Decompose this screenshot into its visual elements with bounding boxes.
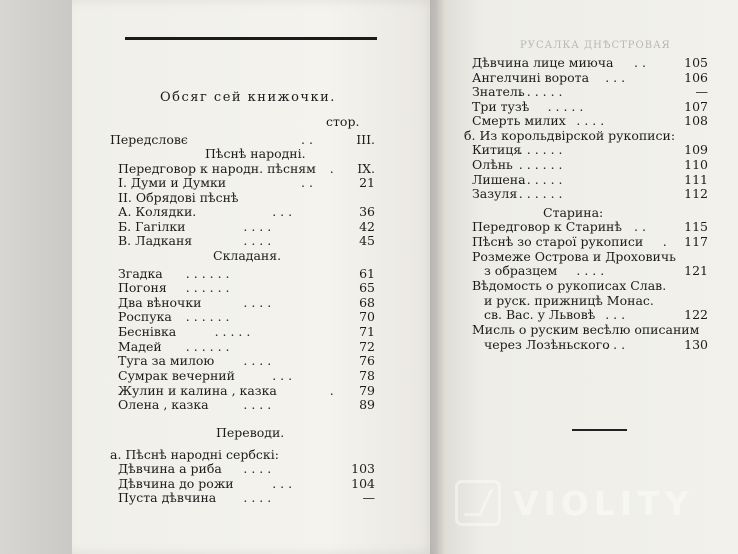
watermark-text: VIOLITY xyxy=(513,484,694,523)
toc-entry-title: б. Из корольдвірской рукописи: xyxy=(464,128,676,143)
page-number: 107 xyxy=(684,99,708,114)
toc-entry-title: Пѣснѣ зо старої рукописи xyxy=(472,234,644,249)
leader-dots: . . . . . xyxy=(547,99,584,114)
toc-entry-title: а. Пѣснѣ народні сербскі: xyxy=(110,447,279,462)
leader-dots: . . . . xyxy=(243,490,272,505)
toc-entry-title: Смерть милих xyxy=(472,113,566,128)
violity-logo-icon xyxy=(455,480,501,526)
toc-entry-title: Дѣвчина до рожи xyxy=(118,476,234,491)
end-rule xyxy=(572,429,627,431)
toc-entry-title: св. Вас. у Львовѣ xyxy=(484,307,596,322)
watermark xyxy=(455,478,725,533)
toc-entry-title: Мадей xyxy=(118,339,162,354)
toc-entry-title: Беснівка xyxy=(118,324,177,339)
leader-dots: . . . . . . xyxy=(185,339,230,354)
toc-entry-title: Передговор к народн. пѣсням xyxy=(118,161,316,176)
leader-dots: . . . . xyxy=(243,397,272,412)
leader-dots: . . . . . . xyxy=(518,84,563,99)
leader-dots: . . . . xyxy=(243,295,272,310)
page-number: 105 xyxy=(684,55,708,70)
page-number: — xyxy=(695,84,708,99)
toc-entry-title: Роспука xyxy=(118,309,172,324)
toc-entry-title: Туга за милою xyxy=(118,353,215,368)
leader-dots: . . . . . . xyxy=(518,172,563,187)
toc-entry-title: Три тузѣ xyxy=(472,99,530,114)
leader-dots: . . . xyxy=(272,476,293,491)
leader-dots: . . . . . . xyxy=(185,280,230,295)
leader-dots: . . . . . xyxy=(214,324,251,339)
leader-dots: . . . . . . xyxy=(185,309,230,324)
page-number: 130 xyxy=(684,337,708,352)
leader-dots: . . . xyxy=(272,368,293,383)
page-number: — xyxy=(362,490,375,505)
leader-dots: . . . . xyxy=(576,263,605,278)
page-number: 61 xyxy=(359,266,375,281)
page-number: 89 xyxy=(359,397,375,412)
page-number: 109 xyxy=(684,142,708,157)
toc-entry-title: Жулин и калина , казка xyxy=(118,383,277,398)
page-number: 111 xyxy=(684,172,708,187)
toc-entry-title: Лишена xyxy=(472,172,526,187)
page-number: 45 xyxy=(359,233,375,248)
page-number: 112 xyxy=(684,186,708,201)
toc-entry-title: и руск. прижницѣ Монас. xyxy=(484,293,654,308)
toc-entry-title: Пуста дѣвчина xyxy=(118,490,217,505)
page-number: 42 xyxy=(359,219,375,234)
leader-dots: . . xyxy=(301,175,313,190)
toc-entry-title: з образцем xyxy=(484,263,558,278)
leader-dots: . . . . xyxy=(243,353,272,368)
page-number: III. xyxy=(356,132,375,147)
leader-dots: . . . xyxy=(605,307,626,322)
toc-entry-title: Дѣвчина а риба xyxy=(118,461,222,476)
page-number: 68 xyxy=(359,295,375,310)
toc-entry-title: Ангелчині ворота xyxy=(472,70,590,85)
leader-dots: . . xyxy=(634,219,646,234)
book-gutter xyxy=(430,0,444,554)
page-number: 76 xyxy=(359,353,375,368)
page-number: 106 xyxy=(684,70,708,85)
toc-entry-title: Зазуля xyxy=(472,186,518,201)
toc-entry-title: Передсловє xyxy=(110,132,188,147)
page-number: 121 xyxy=(684,263,708,278)
leader-dots: . . . . xyxy=(243,219,272,234)
toc-entry-title: Вѣдомость о рукописах Слав. xyxy=(472,278,667,293)
toc-entry-title: Китиця xyxy=(472,142,522,157)
page-number: 71 xyxy=(359,324,375,339)
toc-entry-title: Дѣвчина лице миюча xyxy=(472,55,614,70)
toc-entry-title: Мисль о руским весѣлю описаним xyxy=(472,322,700,337)
page-number: 110 xyxy=(684,157,708,172)
section-heading: Старина: xyxy=(543,205,604,220)
leader-dots: . xyxy=(329,383,334,398)
toc-entry-title: Олена , казка xyxy=(118,397,209,412)
leader-dots: . . . xyxy=(272,204,293,219)
leader-dots: . . . . xyxy=(576,113,605,128)
toc-entry-title: через Лозѣньского xyxy=(484,337,610,352)
leader-dots: . . . . xyxy=(243,233,272,248)
page-number: 72 xyxy=(359,339,375,354)
page-number: IX. xyxy=(357,161,375,176)
page-number: 104 xyxy=(351,476,375,491)
toc-entry-title: Олѣнь xyxy=(472,157,513,172)
toc-entry-title: Б. Гагілки xyxy=(118,219,186,234)
toc-entry-title: В. Ладканя xyxy=(118,233,193,248)
toc-entry-title: Знатель xyxy=(472,84,525,99)
leader-dots: . . xyxy=(634,55,646,70)
section-heading: Переводи. xyxy=(216,425,285,440)
page-number: 65 xyxy=(359,280,375,295)
page-number: 117 xyxy=(684,234,708,249)
toc-entry-title: II. Обрядові пѣснѣ xyxy=(118,190,239,205)
header-rule xyxy=(125,37,377,40)
page-number: 108 xyxy=(684,113,708,128)
section-heading: Пѣснѣ народні. xyxy=(205,146,306,161)
leader-dots: . xyxy=(662,234,667,249)
page-number: 21 xyxy=(359,175,375,190)
leader-dots: . . xyxy=(301,132,313,147)
page-number: 70 xyxy=(359,309,375,324)
toc-entry-title: Згадка xyxy=(118,266,163,281)
section-heading: Складаня. xyxy=(213,248,282,263)
toc-entry-title: Сумрак вечерний xyxy=(118,368,235,383)
leader-dots: . . . . . . xyxy=(518,157,563,172)
page-number: 78 xyxy=(359,368,375,383)
toc-entry-title: I. Думи и Думки xyxy=(118,175,227,190)
page-number: 79 xyxy=(359,383,375,398)
page-title: Обсяг сей книжочки. xyxy=(160,90,336,105)
toc-entry-title: Погоня xyxy=(118,280,167,295)
leader-dots: . . . xyxy=(605,337,626,352)
leader-dots: . xyxy=(329,161,334,176)
leader-dots: . . . . . . xyxy=(518,142,563,157)
leader-dots: . . . xyxy=(605,70,626,85)
page-column-header: стор. xyxy=(326,114,360,129)
page-number: 122 xyxy=(684,307,708,322)
toc-entry-title: Передговор к Старинѣ xyxy=(472,219,622,234)
leader-dots: . . . . . . xyxy=(518,186,563,201)
toc-entry-title: Два вѣночки xyxy=(118,295,202,310)
toc-entry-title: Розмеже Острова и Дроховичь xyxy=(472,249,676,264)
page-number: 115 xyxy=(684,219,708,234)
leader-dots: . . . . . . xyxy=(185,266,230,281)
bleed-through-text: РУСАЛКА ДНѢСТРОВАЯ xyxy=(520,40,671,51)
page-number: 103 xyxy=(351,461,375,476)
toc-entry-title: А. Колядки. xyxy=(118,204,197,219)
page-number: 36 xyxy=(359,204,375,219)
leader-dots: . . . . xyxy=(243,461,272,476)
